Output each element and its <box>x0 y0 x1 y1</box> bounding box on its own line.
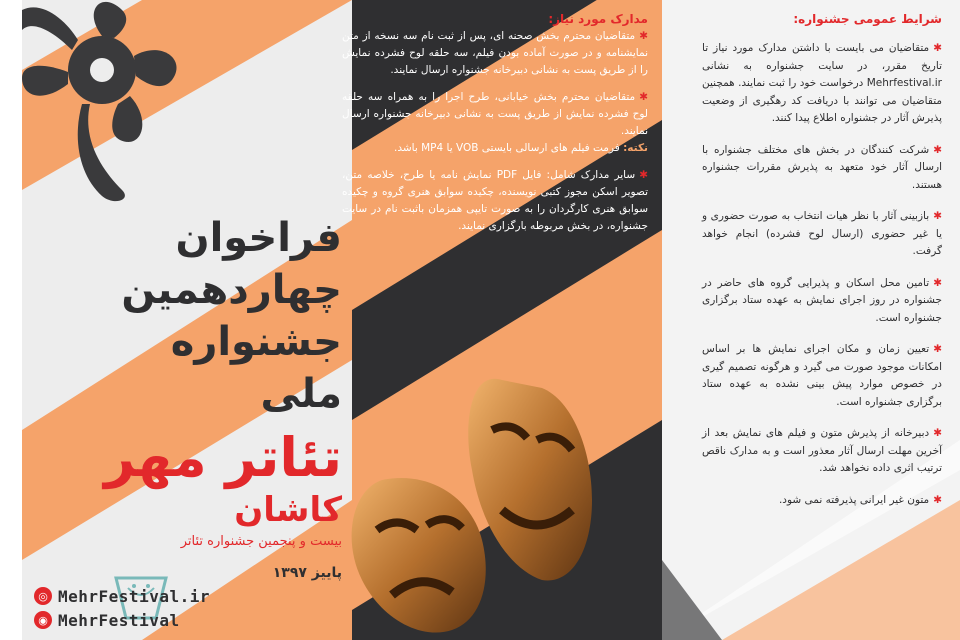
bullet-icon: ✱ <box>639 91 648 103</box>
title-line-3: جشنواره <box>170 319 342 365</box>
documents-other: ✱سایر مدارک شامل: فایل PDF نمایش نامه یا طرح، خلاصه متن، تصویر اسکن مجوز کتبی نویسنده، چکیده سوابق هنری گروه و چکیده سوابق هنری کارگردان را به صورت تایپی همزمان باثبت نام در سایت جشنواره، در بخش مربوطه بارگزاری نمایند. <box>342 169 648 232</box>
conditions-item: ✱تامین محل اسکان و پذیرایی گروه های حاضر در جشنواره در روز اجرای نمایش به عهده ستاد برگزاری جشنواره است. <box>702 276 942 324</box>
bullet-icon: ✱ <box>933 276 942 289</box>
festival-name: تئاتر مهر <box>104 426 342 489</box>
conditions-section <box>702 10 942 523</box>
documents-heading: مدارک مورد نیاز: <box>548 12 648 26</box>
documents-item: ✱متقاضیان محترم بخش صحنه ای، پس از ثبت نام سه نسخه از متن نمایشنامه و در صورت آماده بودن فیلم، سه حلقه لوح فشرده نمایش را از طریق پست به نشانی دبیرخانه جشنواره ارسال نمایند. <box>342 30 648 76</box>
title-line-2: چهاردهمین <box>121 267 342 313</box>
instagram-handle: MehrFestival <box>58 610 180 630</box>
conditions-item: ✱دبیرخانه از پذیرش متون و فیلم های نمایش بعد از آخرین مهلت ارسال آثار معذور است و به مدارک ناقص ترتیب اثری داده نخواهد شد. <box>702 427 942 474</box>
bullet-icon: ✱ <box>933 143 942 156</box>
bullet-icon: ✱ <box>639 169 648 181</box>
theatre-masks-icon <box>322 360 652 640</box>
conditions-item: ✱متون غیر ایرانی پذیرفته نمی شود. <box>778 493 942 506</box>
poster <box>22 0 960 640</box>
website-link[interactable] <box>34 584 274 608</box>
season-date: پاییز ۱۳۹۷ <box>272 565 342 581</box>
city-name: کاشان <box>234 490 342 530</box>
film-reel-flower-icon <box>22 0 202 210</box>
globe-icon: ◎ <box>34 587 52 605</box>
conditions-item: ✱شرکت کنندگان در بخش های مختلف جشنواره با ارسال آثار خود متعهد به پذیرش مقررات جشنواره هستند. <box>702 143 942 191</box>
conditions-item: ✱تعیین زمان و مکان اجرای نمایش ها بر اساس امکانات موجود صورت می گیرد و هرگونه تصمیم گیری در خصوص موارد پیش بینی نشده به عهده ستاد برگزاری جشنواره است. <box>702 343 942 408</box>
documents-section <box>342 10 648 245</box>
title-line-1: فراخوان <box>175 215 342 261</box>
instagram-link[interactable] <box>34 608 274 632</box>
bullet-icon: ✱ <box>639 30 648 42</box>
social-links <box>34 584 274 632</box>
documents-item: ✱متقاضیان محترم بخش خیابانی، طرح اجرا را به همراه سه حلقه لوح فشرده نمایش از طریق پست به نشانی دبیرخانه جشنواره ارسال نمایند. نکته: فرمت فیلم های ارسالی بایستی VOB یا MP4 باشد. <box>342 91 648 154</box>
bullet-icon: ✱ <box>933 493 942 506</box>
bullet-icon: ✱ <box>933 210 942 222</box>
bullet-icon: ✱ <box>933 42 942 54</box>
bullet-icon: ✱ <box>933 427 942 439</box>
title-block <box>42 212 342 584</box>
bullet-icon: ✱ <box>933 343 942 355</box>
instagram-icon: ◉ <box>34 611 52 629</box>
festival-subtitle: بیست و پنجمین جشنواره تئاتر <box>180 534 342 549</box>
conditions-heading: شرایط عمومی جشنواره: <box>793 12 942 26</box>
title-line-4: ملی <box>260 371 342 417</box>
conditions-item: ✱متقاضیان می بایست با داشتن مدارک مورد نیاز تا تاریخ مقرر، در سایت جشنواره به نشانی Mehrfestival.ir درخواست خود را ثبت نمایند. همچنین متقاضیان می توانند با دریافت کد رهگیری از وضعیت پذیرش آثار در جشنواره اطلاع پیدا کنند. <box>702 42 942 124</box>
conditions-item: ✱بازبینی آثار با نظر هیات انتخاب به صورت حضوری و یا غیر حضوری (ارسال لوح فشرده) انجام خواهد گرفت. <box>702 210 942 257</box>
website-text: MehrFestival.ir <box>58 586 210 606</box>
note-text: فرمت فیلم های ارسالی بایستی VOB یا MP4 باشد. <box>393 142 620 154</box>
note-label: نکته: <box>623 142 648 154</box>
